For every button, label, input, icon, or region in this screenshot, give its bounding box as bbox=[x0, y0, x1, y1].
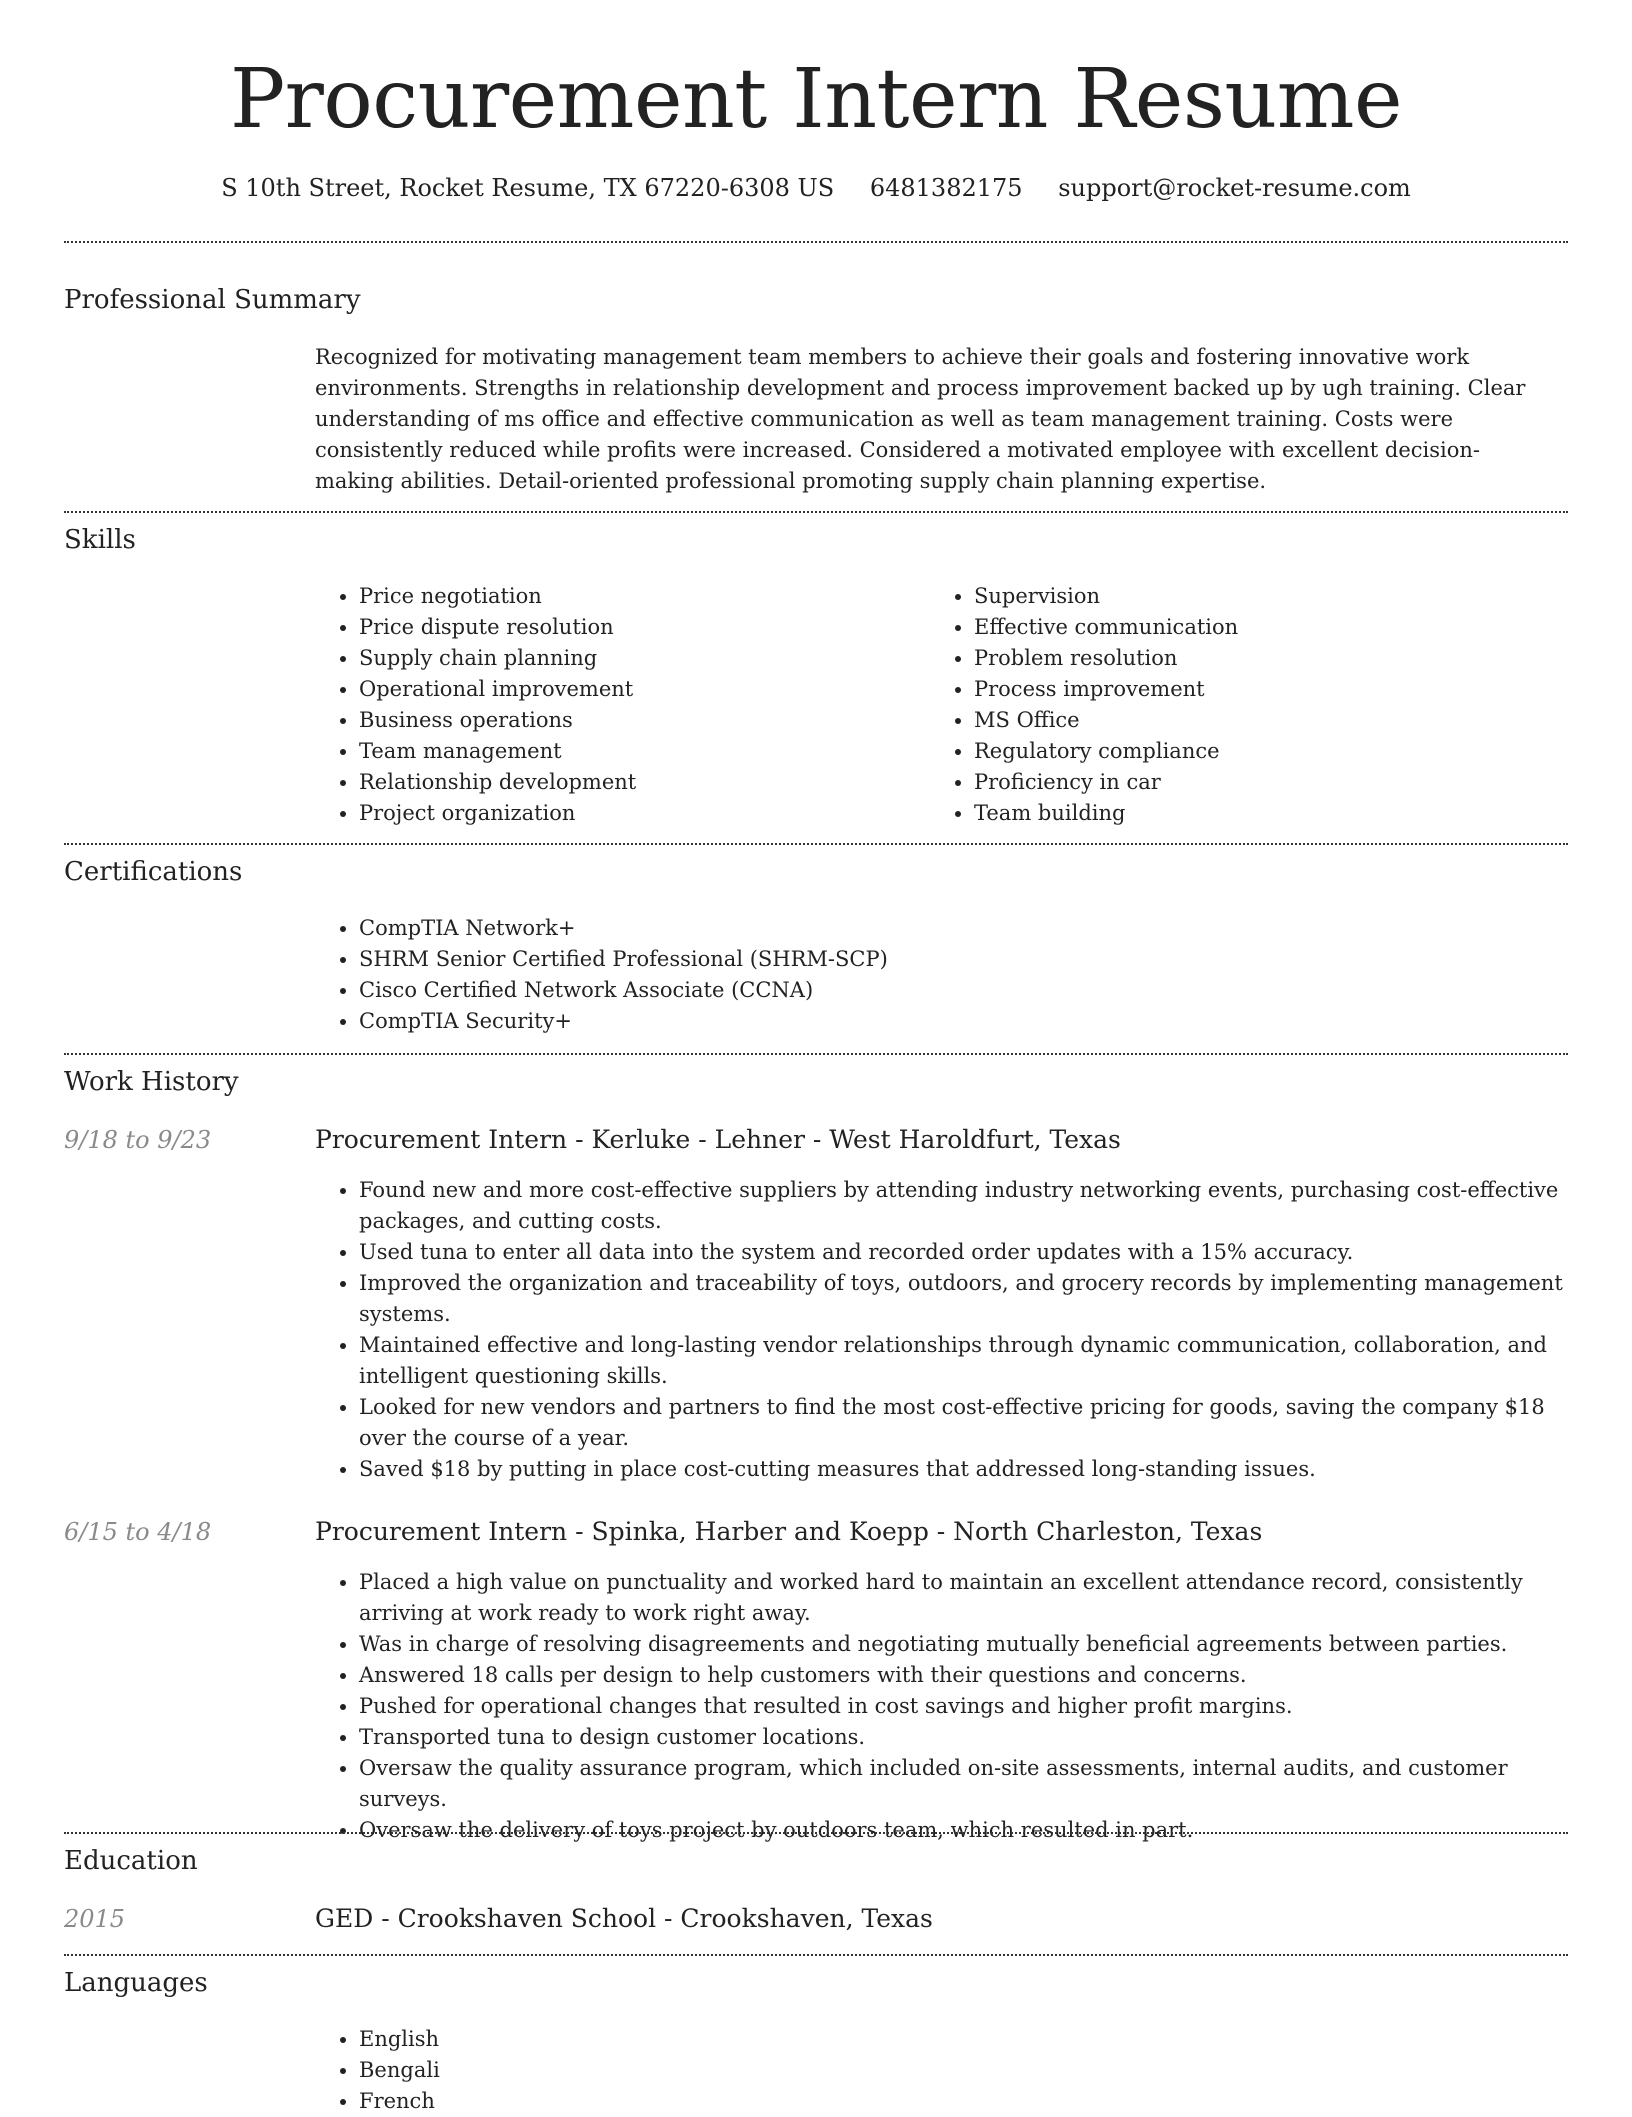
section-divider bbox=[64, 1832, 1568, 1834]
language-item: • English bbox=[359, 2024, 959, 2055]
skill-item: • Operational improvement bbox=[359, 674, 919, 705]
section-divider bbox=[64, 241, 1568, 243]
skill-item: • Supply chain planning bbox=[359, 643, 919, 674]
job-bullet: • Maintained effective and long-lasting vendor relationships through dynamic communication, collaboration, and intelligent questioning skills. bbox=[359, 1330, 1589, 1392]
skills-list-right bbox=[930, 581, 1574, 829]
summary-text: Recognized for motivating management team members to achieve their goals and fostering innovative work environments. Strengths in relationship development and process improvement backed up by ugh training. Clear understanding of ms office and effective communication as well as team management training. Costs were consistently reduced while profits were increased. Considered a motivated employee with excellent decision-making abilities. Detail-oriented professional promoting supply chain planning expertise. bbox=[315, 345, 1526, 493]
job-bullets bbox=[315, 1175, 1589, 1485]
job-title: Procurement Intern - Spinka, Harber and Koepp - North Charleston, Texas bbox=[315, 1517, 1263, 1546]
contact-line bbox=[0, 172, 1632, 204]
languages-list bbox=[315, 2024, 959, 2117]
education-year: 2015 bbox=[64, 1905, 126, 1933]
language-item: • French bbox=[359, 2086, 959, 2117]
skill-item: • Supervision bbox=[974, 581, 1574, 612]
job-bullet: • Found new and more cost-effective suppliers by attending industry networking events, purchasing cost-effective packages, and cutting costs. bbox=[359, 1175, 1589, 1237]
job-bullet: • Saved $18 by putting in place cost-cutting measures that addressed long-standing issues. bbox=[359, 1454, 1589, 1485]
job-bullet: • Looked for new vendors and partners to find the most cost-effective pricing for goods, saving the company $18 over the course of a year. bbox=[359, 1392, 1589, 1454]
skill-item: • Price negotiation bbox=[359, 581, 919, 612]
job-bullet: • Used tuna to enter all data into the system and recorded order updates with a 15% accuracy. bbox=[359, 1237, 1589, 1268]
skill-item: • Proficiency in car bbox=[974, 767, 1574, 798]
skill-item: • Relationship development bbox=[359, 767, 919, 798]
summary-heading: Professional Summary bbox=[64, 285, 361, 315]
section-divider bbox=[64, 1954, 1568, 1956]
skill-item: • Process improvement bbox=[974, 674, 1574, 705]
skill-item: • MS Office bbox=[974, 705, 1574, 736]
job-title: Procurement Intern - Kerluke - Lehner - West Haroldfurt, Texas bbox=[315, 1125, 1121, 1154]
certification-item: • CompTIA Security+ bbox=[359, 1006, 1589, 1037]
section-divider bbox=[64, 1053, 1568, 1055]
job-bullets bbox=[315, 1567, 1589, 1846]
skill-item: • Team management bbox=[359, 736, 919, 767]
job-bullet: • Transported tuna to design customer locations. bbox=[359, 1722, 1589, 1753]
section-divider bbox=[64, 843, 1568, 845]
skill-item: • Team building bbox=[974, 798, 1574, 829]
skill-item: • Problem resolution bbox=[974, 643, 1574, 674]
contact-phone: 6481382175 bbox=[869, 174, 1023, 202]
job-bullet: • Was in charge of resolving disagreements and negotiating mutually beneficial agreements between parties. bbox=[359, 1629, 1589, 1660]
job-bullet: • Placed a high value on punctuality and worked hard to maintain an excellent attendance record, consistently arriving at work ready to work right away. bbox=[359, 1567, 1589, 1629]
job-dates: 9/18 to 9/23 bbox=[64, 1126, 212, 1154]
skill-item: • Price dispute resolution bbox=[359, 612, 919, 643]
section-divider bbox=[64, 511, 1568, 513]
skills-heading: Skills bbox=[64, 525, 136, 555]
skills-list-left bbox=[315, 581, 919, 829]
education-entry: GED - Crookshaven School - Crookshaven, Texas bbox=[315, 1904, 933, 1933]
job-bullet: • Answered 18 calls per design to help customers with their questions and concerns. bbox=[359, 1660, 1589, 1691]
job-dates: 6/15 to 4/18 bbox=[64, 1518, 212, 1546]
work-history-heading: Work History bbox=[64, 1067, 239, 1097]
skill-item: • Project organization bbox=[359, 798, 919, 829]
resume-title: Procurement Intern Resume bbox=[229, 52, 1402, 147]
language-item: • Bengali bbox=[359, 2055, 959, 2086]
education-heading: Education bbox=[64, 1846, 198, 1876]
skill-item: • Business operations bbox=[359, 705, 919, 736]
skill-item: • Regulatory compliance bbox=[974, 736, 1574, 767]
certifications-list bbox=[315, 913, 1589, 1037]
job-bullet: • Improved the organization and traceability of toys, outdoors, and grocery records by implementing management systems. bbox=[359, 1268, 1589, 1330]
skill-item: • Effective communication bbox=[974, 612, 1574, 643]
languages-heading: Languages bbox=[64, 1968, 208, 1998]
certification-item: • CompTIA Network+ bbox=[359, 913, 1589, 944]
job-bullet: • Pushed for operational changes that resulted in cost savings and higher profit margins. bbox=[359, 1691, 1589, 1722]
contact-email: support@rocket-resume.com bbox=[1058, 174, 1411, 202]
job-bullet: • Oversaw the quality assurance program, which included on-site assessments, internal audits, and customer surveys. bbox=[359, 1753, 1589, 1815]
contact-address: S 10th Street, Rocket Resume, TX 67220-6308 US bbox=[221, 174, 835, 202]
job-bullet: • Oversaw the delivery of toys project by outdoors team, which resulted in part. bbox=[359, 1815, 1589, 1846]
certifications-heading: Certifications bbox=[64, 857, 243, 887]
certification-item: • Cisco Certified Network Associate (CCNA) bbox=[359, 975, 1589, 1006]
certification-item: • SHRM Senior Certified Professional (SHRM-SCP) bbox=[359, 944, 1589, 975]
